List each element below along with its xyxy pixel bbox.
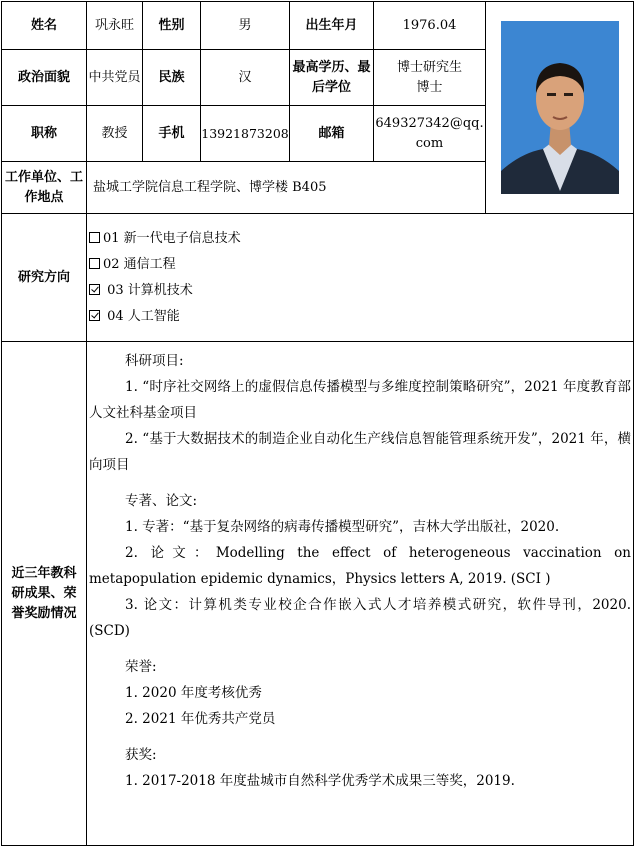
honor-item: 2. 2021 年优秀共产党员 [125,711,276,727]
title-value: 教授 [87,106,143,162]
education-title: 博士 [416,79,443,95]
gender-value: 男 [201,2,290,50]
award-item: 1. 2017-2018 年度盐城市自然科学优秀学术成果三等奖，2019. [125,773,515,789]
research-direction-label: 02 通信工程 [103,256,176,272]
birth-value: 1976.04 [374,2,486,50]
checkbox-empty-icon [89,232,100,243]
title-label: 职称 [2,106,87,162]
research-label: 研究方向 [2,214,87,342]
research-direction-item [89,304,633,330]
project-item: 2. “基于大数据技术的制造企业自动化生产线信息智能管理系统开发”，2021 年，横向项目 [89,431,631,473]
research-direction-label: 01 新一代电子信息技术 [103,230,241,246]
resume-table [1,1,634,846]
email-label: 邮箱 [290,106,374,162]
paper-item: 3. 论文：计算机类专业校企合作嵌入式人才培养模式研究，软件导刊，2020. (SCD) [89,597,631,639]
research-direction-item [89,252,633,278]
education-value [374,50,486,106]
checkbox-checked-icon [89,310,100,321]
photo-cell [486,2,634,214]
research-direction-label: 03 计算机技术 [103,282,193,298]
ethnicity-label: 民族 [143,50,201,106]
research-directions [87,214,634,342]
checkbox-checked-icon [89,284,100,295]
honor-item: 1. 2020 年度考核优秀 [125,685,262,701]
research-direction-label: 04 人工智能 [103,308,180,324]
paper-item: 2. 论文：Modelling the effect of heterogeneous vaccination on metapopulation epidemic dynamics，Physics letters A, 2019. (SCI ) [89,545,631,587]
birth-label: 出生年月 [290,2,374,50]
research-direction-item [89,278,633,304]
achievements-label-text: 近三年教科研成果、荣誉奖励情况 [11,565,77,621]
phone-label: 手机 [143,106,201,162]
awards-heading: 获奖: [125,747,157,763]
research-direction-item [89,226,633,252]
name-label: 姓名 [2,2,87,50]
achievements-content [87,342,634,846]
checkbox-empty-icon [89,258,100,269]
political-value: 中共党员 [87,50,143,106]
education-label: 最高学历、最后学位 [290,50,374,106]
achievements-label [2,342,87,846]
project-item: 1. “时序社交网络上的虚假信息传播模型与多维度控制策略研究”，2021 年度教育部人文社科基金项目 [89,379,631,421]
projects-heading: 科研项目: [125,353,184,369]
honors-heading: 荣誉: [125,659,157,675]
work-unit-value: 盐城工学院信息工程学院、博学楼 B405 [87,162,486,214]
education-degree: 博士研究生 [396,59,462,75]
name-value: 巩永旺 [87,2,143,50]
phone-value: 13921873208 [201,106,290,162]
gender-label: 性别 [143,2,201,50]
political-label: 政治面貌 [2,50,87,106]
portrait-photo [501,21,619,194]
ethnicity-value: 汉 [201,50,290,106]
email-value: 649327342@qq.com [374,106,486,162]
papers-heading: 专著、论文: [125,493,198,509]
paper-item: 1. 专著：“基于复杂网络的病毒传播模型研究”，吉林大学出版社，2020. [125,519,560,535]
work-unit-label: 工作单位、工作地点 [2,162,87,214]
